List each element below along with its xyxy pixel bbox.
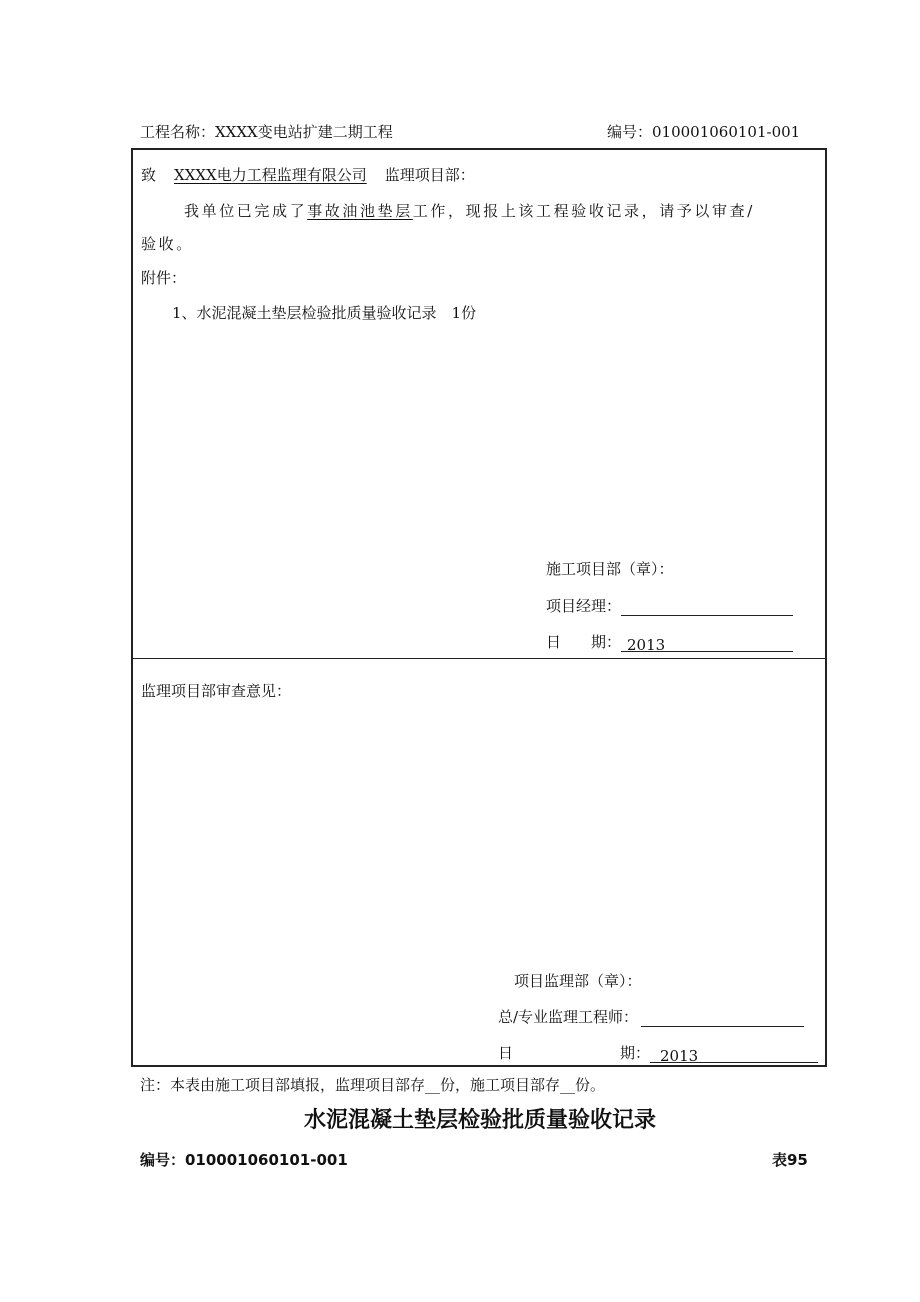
project-name: 工程名称：XXXX变电站扩建二期工程: [140, 123, 393, 141]
contractor-manager-row: [546, 595, 793, 616]
addressee-suffix: 监理项目部：: [384, 166, 475, 184]
letter-body-line-2: 验收。: [141, 235, 194, 253]
contractor-dept-label: 施工项目部（章）：: [546, 560, 674, 578]
body-suffix: 工作，现报上该工程验收记录，请予以审查/: [412, 202, 755, 220]
supervisor-engineer-row: [498, 1006, 804, 1027]
supervisor-date-row: [620, 1042, 818, 1063]
manager-signature-line: [621, 599, 793, 616]
supervisor-opinion-label: 监理项目部审查意见：: [141, 682, 292, 700]
body-prefix: 我单位已完成了: [184, 202, 308, 220]
supervisor-date-value: 2013: [650, 1047, 818, 1063]
next-form-table-number: 表95: [772, 1151, 808, 1169]
letter-body-line-1: [184, 200, 755, 221]
supervisor-date-label: 期：: [620, 1044, 651, 1062]
manager-label: 项目经理：: [546, 597, 622, 615]
body-work-item: 事故油池垫层: [307, 202, 413, 220]
addressee-line: [141, 164, 475, 185]
contractor-date-label: 日 期：: [546, 633, 622, 651]
addressee-prefix: 致: [141, 166, 157, 184]
contractor-date-value: 2013: [621, 636, 793, 652]
addressee-company: XXXX电力工程监理有限公司: [174, 166, 367, 184]
serial-number: 编号：010001060101-001: [607, 123, 801, 141]
engineer-label: 总/专业监理工程师：: [498, 1008, 639, 1026]
supervisor-dept-label: 项目监理部（章）：: [514, 972, 642, 990]
form-note: 注：本表由施工项目部填报，监理项目部存__份，施工项目部存__份。: [140, 1076, 606, 1094]
next-form-serial: 编号：010001060101-001: [140, 1151, 348, 1169]
contractor-date-row: [546, 631, 793, 652]
attachments-label: 附件：: [141, 269, 187, 287]
next-form-title: 水泥混凝土垫层检验批质量验收记录: [303, 1108, 656, 1133]
attachment-item: 1、水泥混凝土垫层检验批质量验收记录 1份: [172, 304, 477, 322]
supervisor-date-label-left: 日: [498, 1044, 514, 1062]
engineer-signature-line: [641, 1010, 804, 1027]
section-divider: [133, 658, 825, 659]
